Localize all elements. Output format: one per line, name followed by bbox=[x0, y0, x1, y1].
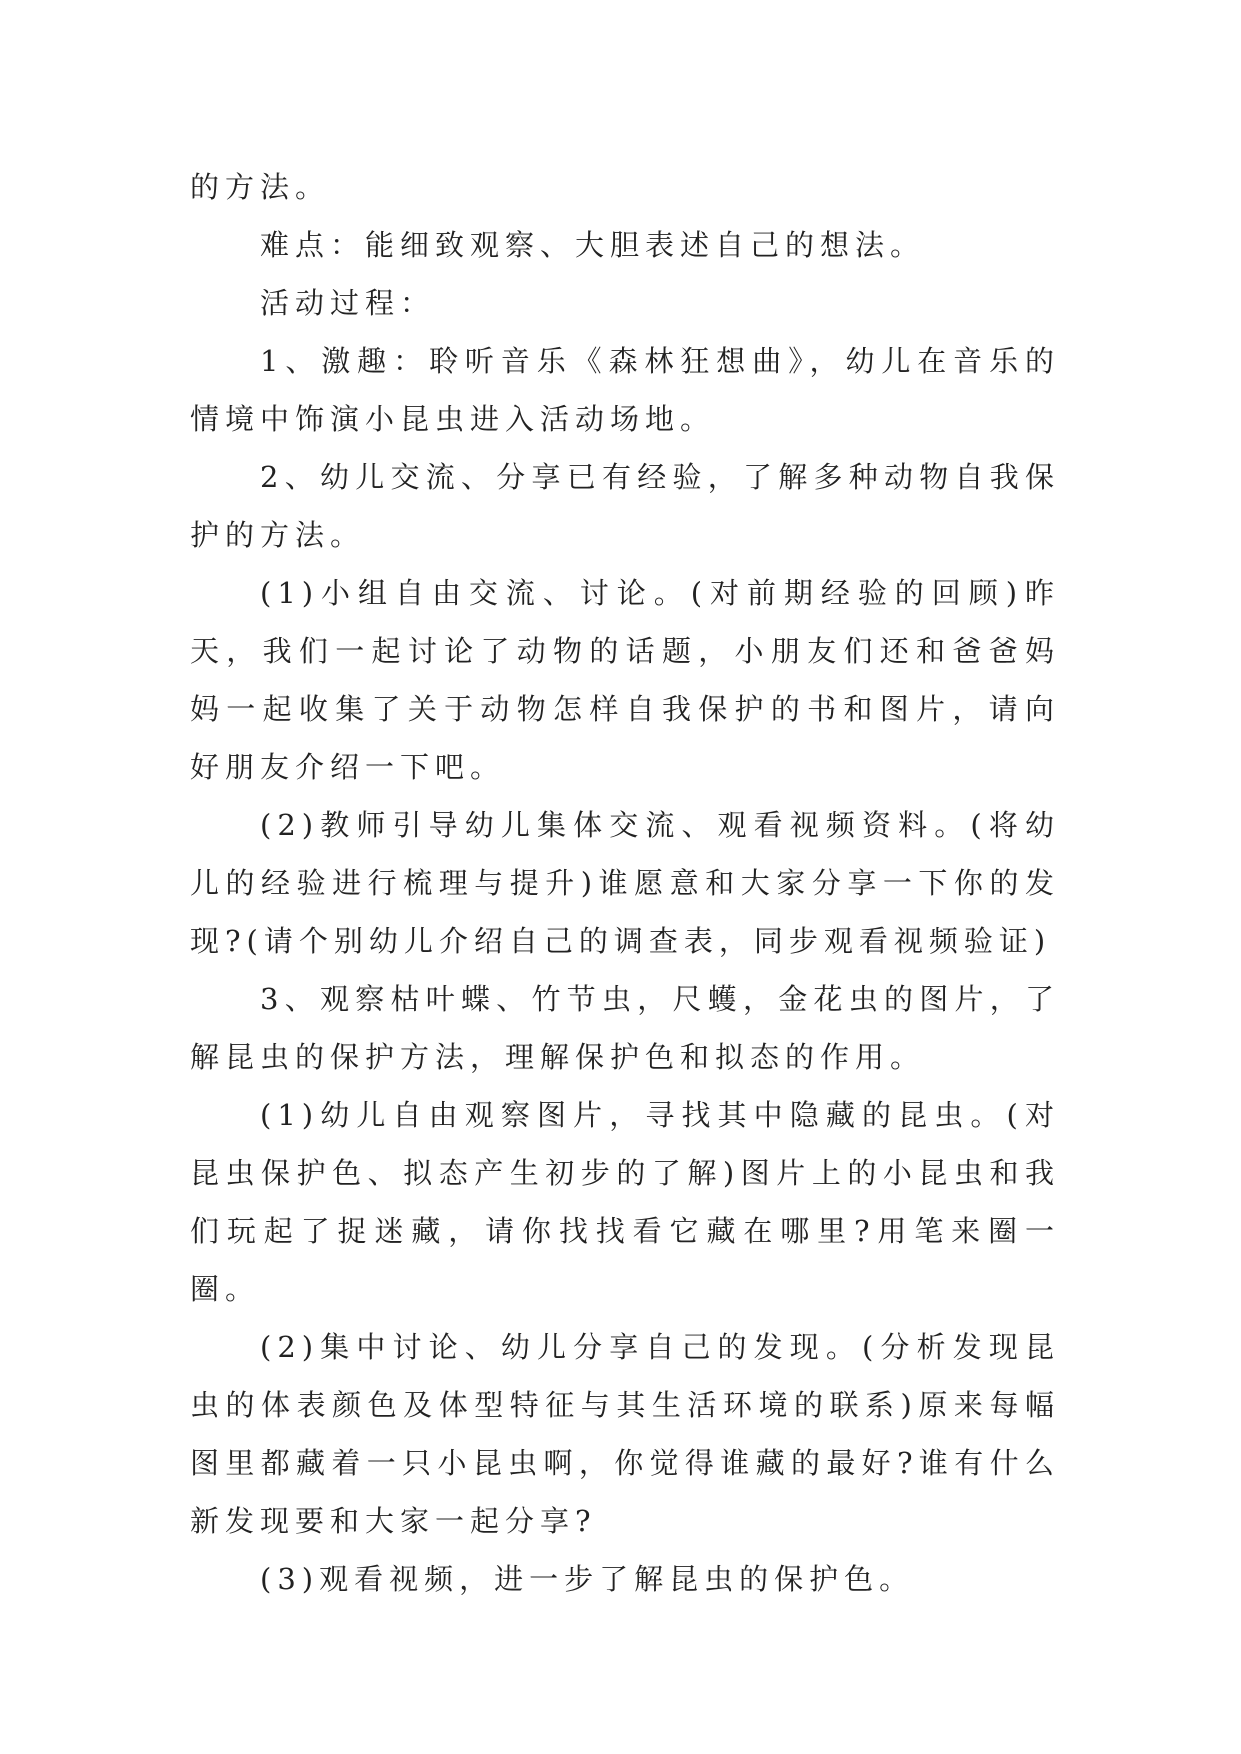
paragraph-difficulty: 难点：能细致观察、大胆表述自己的想法。 bbox=[260, 228, 926, 262]
paragraph-step-2-2: (2)教师引导幼儿集体交流、观看视频资料。(将幼儿的经验进行梳理与提升)谁愿意和大家分享一下你的发现?(请个别幼儿介绍自己的调查表，同步观看视频验证) bbox=[190, 808, 1060, 958]
paragraph-step-2: 2、幼儿交流、分享已有经验，了解多种动物自我保护的方法。 bbox=[190, 460, 1060, 552]
paragraph-step-3-2: (2)集中讨论、幼儿分享自己的发现。(分析发现昆虫的体表颜色及体型特征与其生活环境的联系)原来每幅图里都藏着一只小昆虫啊，你觉得谁藏的最好?谁有什么新发现要和大家一起分享? bbox=[190, 1330, 1060, 1538]
paragraph-step-3: 3、观察枯叶蝶、竹节虫，尺蠖，金花虫的图片，了解昆虫的保护方法，理解保护色和拟态的作用。 bbox=[190, 982, 1060, 1074]
paragraph-step-3-3: (3)观看视频，进一步了解昆虫的保护色。 bbox=[260, 1562, 915, 1596]
paragraph-step-2-1: (1)小组自由交流、讨论。(对前期经验的回顾)昨天，我们一起讨论了动物的话题，小朋友们还和爸爸妈妈一起收集了关于动物怎样自我保护的书和图片，请向好朋友介绍一下吧。 bbox=[190, 576, 1060, 784]
paragraph-process-heading: 活动过程： bbox=[260, 286, 436, 320]
paragraph-continuation: 的方法。 bbox=[190, 170, 331, 204]
paragraph-step-3-1: (1)幼儿自由观察图片，寻找其中隐藏的昆虫。(对昆虫保护色、拟态产生初步的了解)图片上的小昆虫和我们玩起了捉迷藏，请你找找看它藏在哪里?用笔来圈一圈。 bbox=[190, 1098, 1060, 1306]
document-body bbox=[190, 158, 1060, 1608]
paragraph-step-1: 1、激趣：聆听音乐《森林狂想曲》，幼儿在音乐的情境中饰演小昆虫进入活动场地。 bbox=[190, 344, 1060, 436]
